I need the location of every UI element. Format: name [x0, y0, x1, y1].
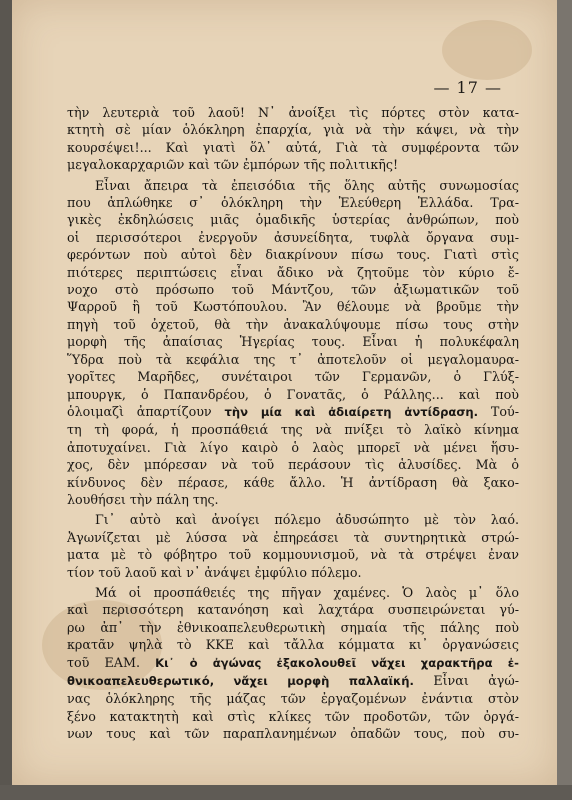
- book-page: [12, 0, 557, 785]
- text-line: [67, 636, 519, 653]
- text-line: [67, 439, 519, 456]
- text-line: [67, 491, 519, 508]
- line-text: γικὲς ἐκδηλώσεις μιᾶς ὁμαδικῆς ὑστερίας ἀνθρώπων, ποὺ: [67, 212, 519, 228]
- text-line: [67, 194, 519, 211]
- line-text: νων τους καὶ τῶν παραπλανημένων ὀπαδῶν τους, ποὺ συ-: [67, 726, 519, 742]
- line-text: ὁλοιμαζὶ ἀπαρτίζουν: [67, 403, 225, 419]
- text-line: [67, 474, 519, 491]
- line-text: Γι᾽ αὐτὸ καὶ ἀνοίγει πόλεμο ἀδυσώπητο μὲ τὸν λαό.: [95, 512, 519, 528]
- line-text: ξένο κατακτητὴ καὶ στὶς κλίκες τῶν προδοτῶν, τῶν ὀργά-: [67, 708, 519, 724]
- text-line: [67, 104, 519, 121]
- line-text: νοχο στὸ πρόσωπο τοῦ Μάντζου, τῶν ἀξιωματικῶν τοῦ: [67, 282, 519, 298]
- text-line: [67, 511, 519, 528]
- line-text: ρω ἀπ᾽ τὴν ἐθνικοαπελευθερωτικὴ σημαία τῆς πάλης ποὺ: [67, 619, 519, 635]
- body-text: [67, 104, 519, 743]
- line-text: Ψαρροῦ ἢ τοῦ Κωστόπουλου. Ἂν θέλουμε νὰ βροῦμε τὴν: [67, 299, 519, 315]
- text-line: [67, 601, 519, 618]
- text-line: [67, 121, 519, 138]
- line-text: γορῖτες Μαρῆδες, συνέταιροι τῶν Γερμανῶν, ὁ Γλύξ-: [67, 369, 519, 385]
- text-line: [67, 316, 519, 333]
- line-text: μπουργκ, ὁ Παπανδρέου, ὁ Γονατᾶς, ὁ Ράλλης... καὶ ποὺ: [67, 386, 519, 402]
- emphasized-text: Κι᾽ ὁ ἀγώνας ἐξακολουθεῖ νἄχει χαρακτῆρα ἐ-: [155, 655, 519, 670]
- text-line: [67, 654, 519, 672]
- line-text: κρατᾶν ψηλὰ τὸ ΚΚΕ καὶ τἄλλα κόμματα κι᾽ ὀργανώσεις: [67, 637, 519, 653]
- line-text: τίον τοῦ λαοῦ καὶ ν᾽ ἀνάψει ἐμφύλιο πόλεμο.: [67, 564, 362, 580]
- text-line: [67, 546, 519, 563]
- text-line: [67, 246, 519, 263]
- line-text: κίνδυνος δὲν πέρασε, κάθε ἄλλο. Ἡ ἀντίδραση θὰ ξακο-: [67, 474, 519, 490]
- text-line: [67, 725, 519, 742]
- page-left-shadow: [0, 0, 12, 800]
- page-number: — 17 —: [433, 78, 502, 97]
- line-text: φερόντων ποὺ αὐτοὶ δὲν διακρίνουν πίσω τους. Γιατὶ στὶς: [67, 247, 519, 263]
- line-text: μορφὴ τῆς ἀπαίσιας Ἡγερίας τους. Εἶναι ἡ πολυκέφαλη: [67, 334, 519, 350]
- text-line: [67, 456, 519, 473]
- text-line: [67, 619, 519, 636]
- line-text: Ὕδρα ποὺ τὰ κεφάλια της τ᾽ ἀποτελοῦν οἱ μεγαλομαυρα-: [67, 351, 519, 367]
- page-bottom-edge: [0, 785, 572, 800]
- text-line: [67, 333, 519, 350]
- text-line: [67, 264, 519, 281]
- text-line: [67, 156, 519, 173]
- text-line: [67, 229, 519, 246]
- line-text: οἱ περισσότεροι ἐνεργοῦν ἀσυνείδητα, τυφλὰ ὄργανα συμ-: [67, 229, 519, 245]
- line-text: πιότερες περιπτώσεις εἶναι ἄδικο νὰ ζητοῦμε τὸν κύριο ἔ-: [67, 264, 519, 280]
- line-text: ματα μὲ τὸ φόβητρο τοῦ κομμουνισμοῦ, νὰ τὰ στρέψει ἐναν: [67, 547, 519, 563]
- text-line: [67, 368, 519, 385]
- text-line: [67, 564, 519, 581]
- line-text: που ἁπλώθηκε σ᾽ ὁλόκληρη τὴν Ἐλεύθερη Ἑλλάδα. Τρα-: [67, 195, 519, 211]
- text-line: [67, 177, 519, 194]
- text-line: [67, 139, 519, 156]
- text-line: [67, 386, 519, 403]
- line-text: χος, δὲν μπόρεσαν νὰ τοῦ περάσουν τὶς ἁλυσίδες. Μὰ ὁ: [67, 457, 519, 473]
- line-text: Μά οἱ προσπάθειές της πῆγαν χαμένες. Ὁ λαὸς μ᾽ ὅλο: [95, 584, 519, 600]
- line-text: τοῦ ΕΑΜ.: [67, 654, 156, 670]
- line-text: Εἶναι ἀγώ-: [413, 673, 519, 688]
- line-text: πηγὴ τοῦ ὀχετοῦ, θὰ τὴν ἀνακαλύψουμε πίσω τους στὴν: [67, 316, 519, 332]
- line-text: μεγαλοκαρχαριῶν καὶ τῶν ἐμπόρων τῆς πολιτικῆς!: [67, 157, 399, 173]
- text-line: [67, 211, 519, 228]
- text-line: [67, 672, 519, 690]
- text-line: [67, 421, 519, 438]
- page-right-edge: [557, 0, 572, 800]
- line-text: Ἀγωνίζεται μὲ λύσσα νὰ ἐπηρεάσει τὰ συντηρητικὰ στρώ-: [67, 529, 519, 545]
- emphasized-text: τὴν μία καὶ ἀδιαίρετη ἀντίδραση.: [224, 404, 479, 419]
- line-text: τὴν λευτεριὰ τοῦ λαοῦ! Ν᾽ ἀνοίξει τὶς πόρτες στὸν κατα-: [67, 105, 519, 120]
- line-text: τη τὴ φορά, ἡ προσπάθειά της νὰ πνίξει τὸ λαϊκὸ κίνημα: [67, 422, 519, 438]
- text-line: [67, 690, 519, 707]
- text-line: [67, 298, 519, 315]
- line-text: Εἶναι ἄπειρα τὰ ἐπεισόδια τῆς ὅλης αὐτῆς συνωμοσίας: [95, 177, 519, 193]
- line-text: νας ὁλόκληρης τῆς μάζας τῶν ἐργαζομένων ἐνάντια στὸν: [67, 691, 519, 707]
- text-line: [67, 281, 519, 298]
- line-text: ἀποτυχαίνει. Γιὰ λίγο καιρὸ ὁ λαὸς μπορεῖ νὰ μένει ἥσυ-: [67, 439, 519, 455]
- line-text: Τού-: [478, 403, 519, 419]
- line-text: κουρσέψει!... Καὶ γιατὶ ὅλ᾽ αὐτά, Γιὰ τὰ συμφέροντα τῶν: [67, 139, 519, 155]
- text-line: [67, 351, 519, 368]
- line-text: καὶ περισσότερη κατανόηση καὶ λαχτάρα συσπειρώνεται γύ-: [67, 602, 519, 618]
- line-text: κτητὴ σὲ μίαν ὁλόκληρη ἐπαρχία, γιὰ νὰ τὴν κάψει, νὰ τὴν: [67, 122, 519, 138]
- paper-stain: [442, 20, 532, 80]
- emphasized-text: θνικοαπελευθερωτικό, νἄχει μορφὴ παλλαϊκή.: [67, 674, 414, 688]
- text-line: [67, 584, 519, 601]
- text-line: [67, 403, 519, 421]
- line-text: λουθήσει τὴν πάλη της.: [67, 491, 219, 507]
- text-line: [67, 529, 519, 546]
- text-line: [67, 708, 519, 725]
